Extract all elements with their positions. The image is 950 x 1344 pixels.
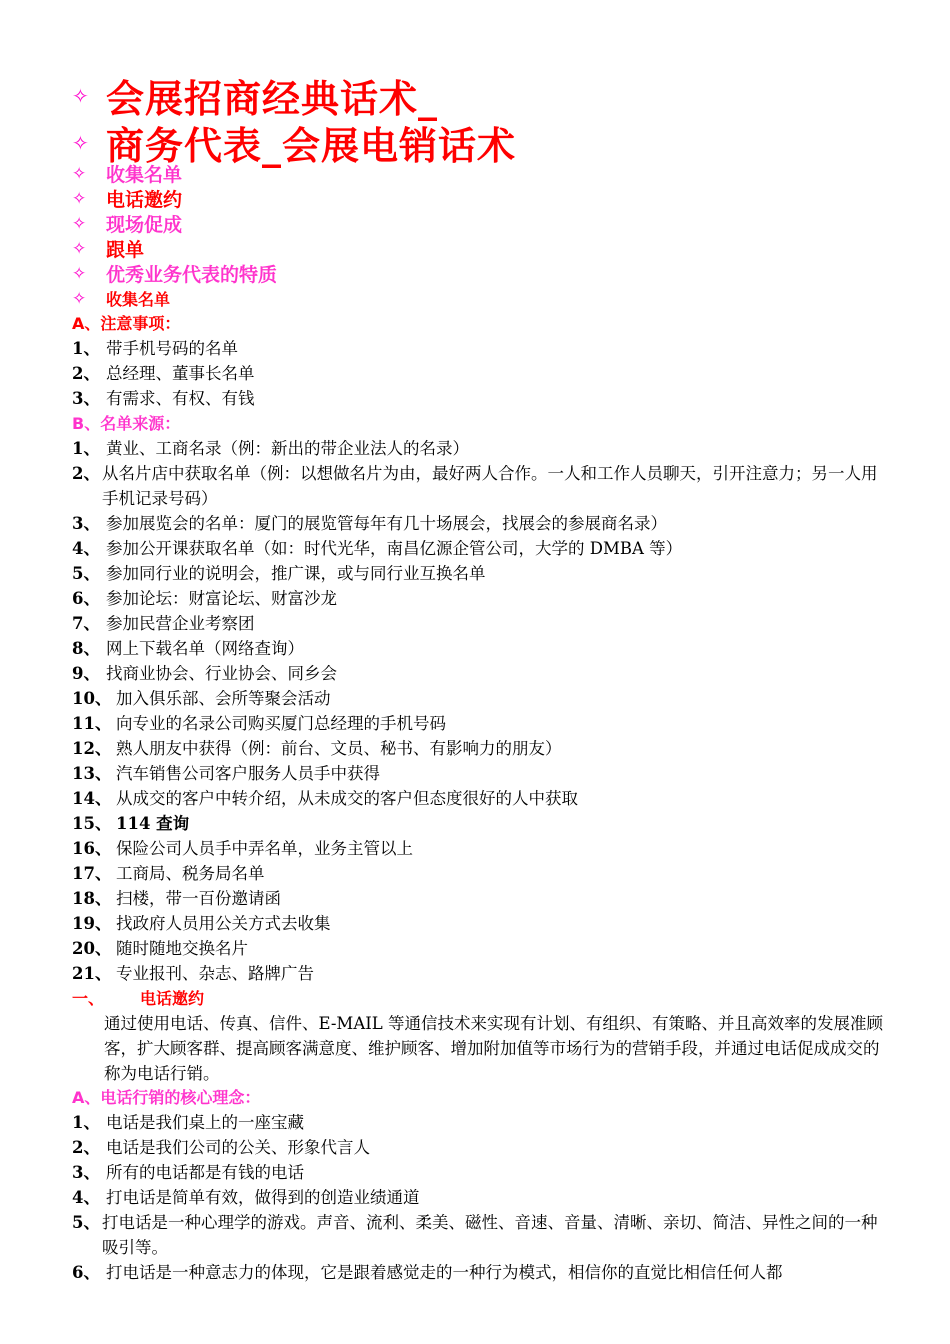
list-item: 5、 参加同行业的说明会，推广课，或与同行业互换名单 [72, 564, 486, 583]
four-pointed-star-icon: ✧ [72, 130, 90, 155]
list-item: 2、 电话是我们公司的公关、形象代言人 [72, 1138, 370, 1157]
notes-heading: A、注意事项： [72, 314, 181, 333]
list-item: 21、 专业报刊、杂志、路牌广告 [72, 964, 314, 983]
four-pointed-star-icon: ✧ [72, 213, 87, 234]
phone-section-heading: 一、 电话邀约 [72, 989, 205, 1008]
bullet-item: ✧ 跟单 [72, 238, 145, 261]
bullet-item: ✧ 电话邀约 [72, 188, 183, 211]
list-item: 8、 网上下载名单（网络查询） [72, 639, 304, 658]
list-item: 15、 114 查询 [72, 814, 190, 833]
list-item: 1、 电话是我们桌上的一座宝藏 [72, 1113, 304, 1132]
four-pointed-star-icon: ✧ [72, 238, 87, 259]
list-item: 3、 所有的电话都是有钱的电话 [72, 1163, 304, 1182]
phone-section-paragraph: 通过使用电话、传真、信件、E-MAIL 等通信技术来实现有计划、有组织、有策略、并且高效率的发展准顾客，扩大顾客群、提高顾客满意度、维护顾客、增加附加值等市场行为的营销手段，并通过电话促成成交的称为电话行销。 [104, 1014, 883, 1083]
list-item: 4、 打电话是简单有效，做得到的创造业绩通道 [72, 1188, 420, 1207]
bullet-item: ✧ 优秀业务代表的特质 [72, 263, 278, 286]
list-item: 20、 随时随地交换名片 [72, 939, 248, 958]
list-item: 14、 从成交的客户中转介绍，从未成交的客户但态度很好的人中获取 [72, 789, 578, 808]
four-pointed-star-icon: ✧ [72, 163, 87, 184]
title-text-2: 商务代表_会展电销话术 [106, 124, 517, 168]
list-item: 16、 保险公司人员手中弄名单，业务主管以上 [72, 839, 413, 858]
list-item: 17、 工商局、税务局名单 [72, 864, 265, 883]
list-item: 6、 参加论坛：财富论坛、财富沙龙 [72, 589, 337, 608]
list-item: 19、 找政府人员用公关方式去收集 [72, 914, 331, 933]
list-item: 2、 从名片店中获取名单（例：以想做名片为由，最好两人合作。一人和工作人员聊天，引开注意力；另一人用手机记录号码） [72, 464, 878, 508]
bullet-item: ✧ 现场促成 [72, 213, 183, 236]
sources-heading: B、名单来源： [72, 414, 181, 433]
list-item: 2、 总经理、董事长名单 [72, 364, 255, 383]
list-item: 12、 熟人朋友中获得（例：前台、文员、秘书、有影响力的朋友） [72, 739, 562, 758]
list-item: 3、 有需求、有权、有钱 [72, 389, 255, 408]
list-item: 3、 参加展览会的名单：厦门的展览管每年有几十场展会，找展会的参展商名录） [72, 514, 667, 533]
four-pointed-star-icon: ✧ [72, 188, 87, 209]
list-item: 5、 打电话是一种心理学的游戏。声音、流利、柔美、磁性、音速、音量、清晰、亲切、简洁、异性之间的一种吸引等。 [72, 1213, 878, 1257]
section-collect: ✧ 收集名单 [72, 288, 171, 309]
four-pointed-star-icon: ✧ [72, 263, 87, 284]
bullet-item: ✧ 收集名单 [72, 163, 183, 186]
four-pointed-star-icon: ✧ [72, 288, 87, 309]
list-item: 6、 打电话是一种意志力的体现，它是跟着感觉走的一种行为模式，相信你的直觉比相信任何人都 [72, 1263, 783, 1282]
list-item: 1、 黄业、工商名录（例：新出的带企业法人的名录） [72, 439, 469, 458]
list-item: 11、 向专业的名录公司购买厦门总经理的手机号码 [72, 714, 446, 733]
list-item: 7、 参加民营企业考察团 [72, 614, 255, 633]
four-pointed-star-icon: ✧ [72, 83, 90, 108]
list-item: 13、 汽车销售公司客户服务人员手中获得 [72, 764, 380, 783]
list-item: 4、 参加公开课获取名单（如：时代光华，南昌亿源企管公司，大学的 DMBA 等） [72, 539, 683, 558]
list-item: 18、 扫楼，带一百份邀请函 [72, 889, 281, 908]
list-item: 1、 带手机号码的名单 [72, 339, 238, 358]
list-item: 10、 加入俱乐部、会所等聚会活动 [72, 689, 331, 708]
list-item: 9、 找商业协会、行业协会、同乡会 [72, 664, 337, 683]
core-heading: A、电话行销的核心理念： [72, 1088, 261, 1107]
title-text-1: 会展招商经典话术_ [106, 77, 439, 121]
